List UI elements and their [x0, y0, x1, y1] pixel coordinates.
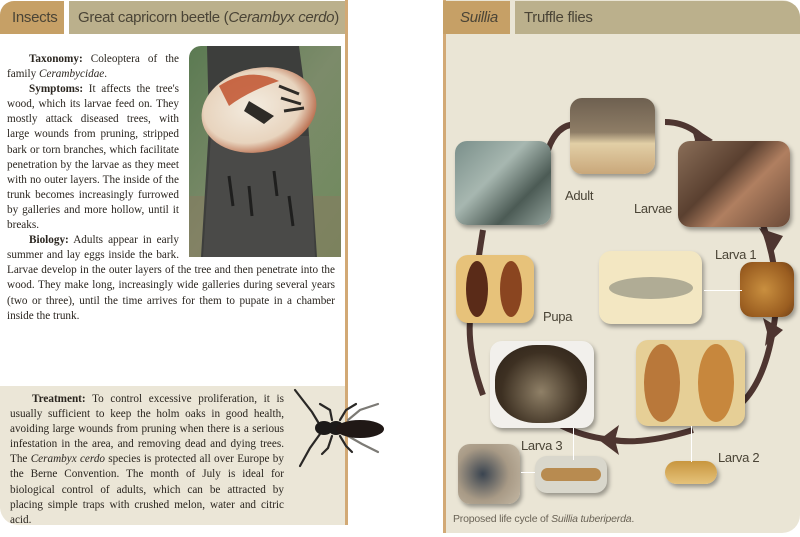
- label-adult: Adult: [565, 188, 594, 203]
- upper-text-block: [7, 52, 335, 324]
- caption-period: .: [631, 513, 635, 525]
- left-page: [0, 0, 348, 525]
- taxonomy-period: .: [104, 68, 108, 81]
- treatment-paragraph: [10, 392, 334, 528]
- tab-title-suffix: ): [334, 9, 339, 26]
- photo-larva-3-truffle: [490, 341, 594, 428]
- symptoms-text: It affects the tree's wood, which its larvae feed on. They mostly attack diseased trees, with large wounds from pruning, stripped bark or torn branches, which facilitate penetration by the larvae as they meet with no outer layers. The inside of the trunk becomes increasingly furrowed by galleries and more hollow, until it breaks.: [7, 83, 179, 232]
- photo-larva-1-truffle: [740, 262, 794, 317]
- connector-line: [573, 428, 574, 460]
- trunk-photo: [189, 46, 341, 257]
- biology-heading: Biology:: [29, 234, 69, 247]
- treatment-text-1: To control excessive proliferation, it is usually sufficient to keep the holm oaks in good health, avoiding large wounds from pruning when there is a serious infestation in the area, and removing dead and dying trees. The: [10, 393, 284, 466]
- connector-line: [704, 290, 742, 291]
- photo-larvae-in-soil: [678, 141, 790, 227]
- photo-adult-stage: [455, 141, 551, 225]
- figure-caption: [453, 513, 634, 525]
- beetle-photo: [290, 382, 400, 472]
- label-pupa: Pupa: [543, 309, 573, 324]
- photo-larva-2-pupae: [636, 340, 745, 426]
- label-larva-1: Larva 1: [715, 247, 757, 262]
- tab-category-label: Insects: [12, 9, 58, 26]
- caption-latin: Suillia tuberiperda: [551, 513, 632, 525]
- caption-text: Proposed life cycle of: [453, 513, 552, 525]
- label-larva-2: Larva 2: [718, 450, 760, 465]
- tab-category-insects[interactable]: [0, 1, 64, 34]
- treatment-text-2: species is protected all over Europe by the Berne Convention. The month of July is ideal for biological control of adults, which can be attracted by placing simple traps with crushed melon, water and citric acid.: [10, 453, 284, 526]
- tab-title-text: Great capricorn beetle (: [78, 9, 229, 26]
- symptoms-heading: Symptoms:: [29, 83, 84, 96]
- connector-line: [521, 472, 535, 473]
- tab-title-latin: Cerambyx cerdo: [228, 9, 335, 26]
- treatment-heading: Treatment:: [32, 393, 86, 405]
- right-page: [443, 0, 800, 533]
- photo-larva-2-detail: [665, 461, 717, 484]
- tab-category-label: Suillia: [460, 9, 498, 26]
- photo-pupa: [456, 255, 534, 323]
- photo-larva-3-detail-2: [535, 456, 607, 493]
- tab-title-text: Truffle flies: [524, 9, 593, 26]
- tab-title-capricorn-beetle[interactable]: [69, 1, 345, 34]
- photo-larva-1-detail: [599, 251, 702, 324]
- photo-adult-fly: [570, 98, 655, 174]
- photo-larva-3-detail-1: [458, 444, 520, 504]
- connector-line: [691, 426, 692, 462]
- taxonomy-heading: Taxonomy:: [29, 53, 83, 65]
- biology-text: Adults appear in early summer and lay eggs inside the bark. Larvae develop in the outer layers of the tree and then penetrate into the wood. They make long, increasingly wide galleries during several years (two or three), until the time arrives for them to pupate in a chamber inside the trunk.: [7, 234, 335, 322]
- label-larvae: Larvae: [634, 201, 672, 216]
- taxonomy-text: Coleoptera of the family: [7, 53, 179, 81]
- taxonomy-family: Cerambycidae: [39, 68, 105, 81]
- treatment-text-block: [10, 392, 334, 528]
- label-larva-3: Larva 3: [521, 438, 563, 453]
- treatment-latin: Cerambyx cerdo: [30, 453, 106, 466]
